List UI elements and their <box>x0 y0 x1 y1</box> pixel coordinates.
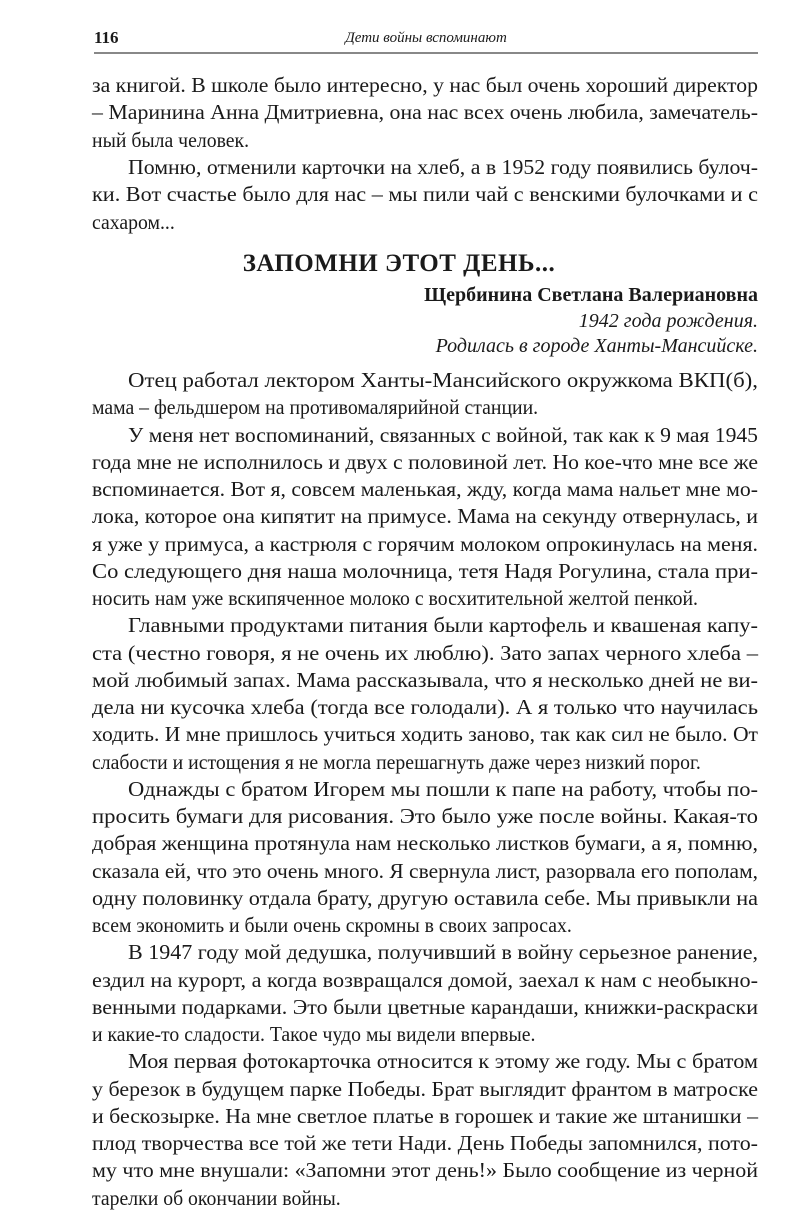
text-line <box>92 1103 758 1130</box>
text-line <box>92 749 758 776</box>
author-birth-place: Родилась в городе Ханты-Мансийске. <box>435 335 758 357</box>
text-line-content: года мне не исполнилось и двух с половиной лет. Но кое-что мне все же <box>92 449 758 474</box>
text-line-content: у березок в будущем парке Победы. Брат выглядит франтом в матроске <box>92 1076 758 1101</box>
text-line <box>92 367 758 394</box>
text-line-content: сахаром... <box>92 209 175 234</box>
text-line <box>92 1048 758 1075</box>
text-line-content: У меня нет воспоминаний, связанных с войной, так как к 9 мая 1945 <box>128 422 758 447</box>
text-line-content: ста (честно говоря, я не очень их люблю). Зато запах черного хлеба – <box>92 640 758 665</box>
text-line <box>92 858 758 885</box>
text-line-content: добрая женщина протянула нам несколько листков бумаги, а я, помню, <box>92 831 758 856</box>
story-author: Щербинина Светлана Валериановна <box>424 284 758 306</box>
text-line <box>92 1021 758 1048</box>
text-line <box>92 585 758 612</box>
text-line <box>92 127 758 154</box>
text-line <box>92 967 758 994</box>
text-line <box>92 939 758 966</box>
text-line <box>92 503 758 530</box>
text-line-content: я уже у примуса, а кастрюля с горячим молоком опрокинулась на меня. <box>92 531 758 556</box>
text-line-content: Помню, отменили карточки на хлеб, а в 1952 году появились булоч- <box>128 154 758 179</box>
text-line-content: одну половинку отдала брату, другую оставила себе. Мы привыкли на <box>92 885 758 910</box>
text-line <box>92 694 758 721</box>
text-line-content: просить бумаги для рисования. Это было уже после войны. Какая-то <box>92 804 758 828</box>
text-line <box>92 449 758 476</box>
text-line <box>92 994 758 1021</box>
text-line <box>92 830 758 857</box>
header-rule <box>94 52 758 54</box>
text-line-content: плод творчества все той же тети Нади. День Победы запомнился, пото- <box>92 1131 758 1155</box>
text-line <box>92 1185 758 1212</box>
text-line-content: мама – фельдшером на противомалярийной станции. <box>92 395 539 420</box>
text-line <box>92 803 758 830</box>
text-line-content: ходить. И мне пришлось учиться ходить заново, так как сил не было. От <box>92 722 758 747</box>
text-line-content: слабости и истощения я не могла перешагнуть даже через низкий порог. <box>92 749 701 774</box>
text-line-content: Со следующего дня наша молочница, тетя Надя Рогулина, стала при- <box>92 558 758 583</box>
text-line <box>92 667 758 694</box>
text-line-content: Моя первая фотокарточка относится к этому же году. Мы с братом <box>128 1049 758 1074</box>
text-line-content: дела ни кусочка хлеба (тогда все голодали). А я только что научилась <box>92 695 758 719</box>
text-line-content: Отец работал лектором Ханты-Мансийского окружкома ВКП(б), <box>128 368 758 392</box>
text-line-content: и бескозырке. На мне светлое платье в горошек и такие же штанишки – <box>92 1103 759 1128</box>
text-line-content: Однажды с братом Игорем мы пошли к папе на работу, чтобы по- <box>128 776 758 801</box>
text-line-content: за книгой. В школе было интересно, у нас был очень хороший директор <box>92 73 758 97</box>
text-line <box>92 558 758 585</box>
text-line <box>92 1076 758 1103</box>
text-line-content: му что мне внушали: «Запомни этот день!» Было сообщение из черной <box>92 1158 758 1183</box>
text-line-content: всем экономить и были очень скромны в своих запросах. <box>92 913 572 937</box>
text-line-content: ки. Вот счастье было для нас – мы пили чай с венскими булочками и с <box>92 182 758 207</box>
text-line <box>92 640 758 667</box>
text-line <box>92 885 758 912</box>
text-line-content: Главными продуктами питания были картофель и квашеная капу- <box>128 613 758 638</box>
text-line <box>92 99 758 126</box>
text-line-content: – Маринина Анна Дмитриевна, она нас всех очень любила, замечатель- <box>92 100 759 125</box>
text-line <box>92 209 758 236</box>
text-line <box>92 72 758 99</box>
text-line <box>92 476 758 503</box>
text-line <box>92 154 758 181</box>
text-line <box>92 612 758 639</box>
text-line-content: носить нам уже вскипяченное молоко с восхитительной желтой пенкой. <box>92 586 698 610</box>
page-number: 116 <box>94 28 119 47</box>
page-header <box>94 28 758 50</box>
text-line-content: тарелки об окончании войны. <box>92 1185 341 1210</box>
text-line <box>92 776 758 803</box>
text-line-content: вспоминается. Вот я, совсем маленькая, жду, когда мама нальет мне мо- <box>92 477 758 501</box>
text-line-content: лока, которое она кипятит на примусе. Мама на секунду отвернулась, и <box>92 504 758 529</box>
text-line <box>92 912 758 939</box>
text-line-content: сказала ей, что это очень много. Я свернула лист, разорвала его пополам, <box>92 858 758 883</box>
text-line <box>92 181 758 208</box>
author-birth-year: 1942 года рождения. <box>578 310 758 332</box>
running-title: Дети войны вспоминают <box>345 30 507 46</box>
story-title: ЗАПОМНИ ЭТОТ ДЕНЬ... <box>242 250 556 277</box>
text-line <box>92 1130 758 1157</box>
text-line-content: и какие-то сладости. Такое чудо мы видели впервые. <box>92 1022 536 1046</box>
text-line-content: ездил на курорт, а когда возвращался домой, заехал к нам с необыкно- <box>92 967 758 992</box>
text-line <box>92 721 758 748</box>
text-line <box>92 1157 758 1184</box>
text-line-content: мой любимый запах. Мама рассказывала, что я несколько дней не ви- <box>92 667 758 692</box>
text-line <box>92 422 758 449</box>
text-line-content: венными подарками. Это были цветные карандаши, книжки-раскраски <box>92 994 758 1019</box>
text-line <box>92 394 758 421</box>
text-line <box>92 531 758 558</box>
text-line-content: В 1947 году мой дедушка, получивший в войну серьезное ранение, <box>128 940 758 965</box>
text-line-content: ный была человек. <box>92 127 250 152</box>
